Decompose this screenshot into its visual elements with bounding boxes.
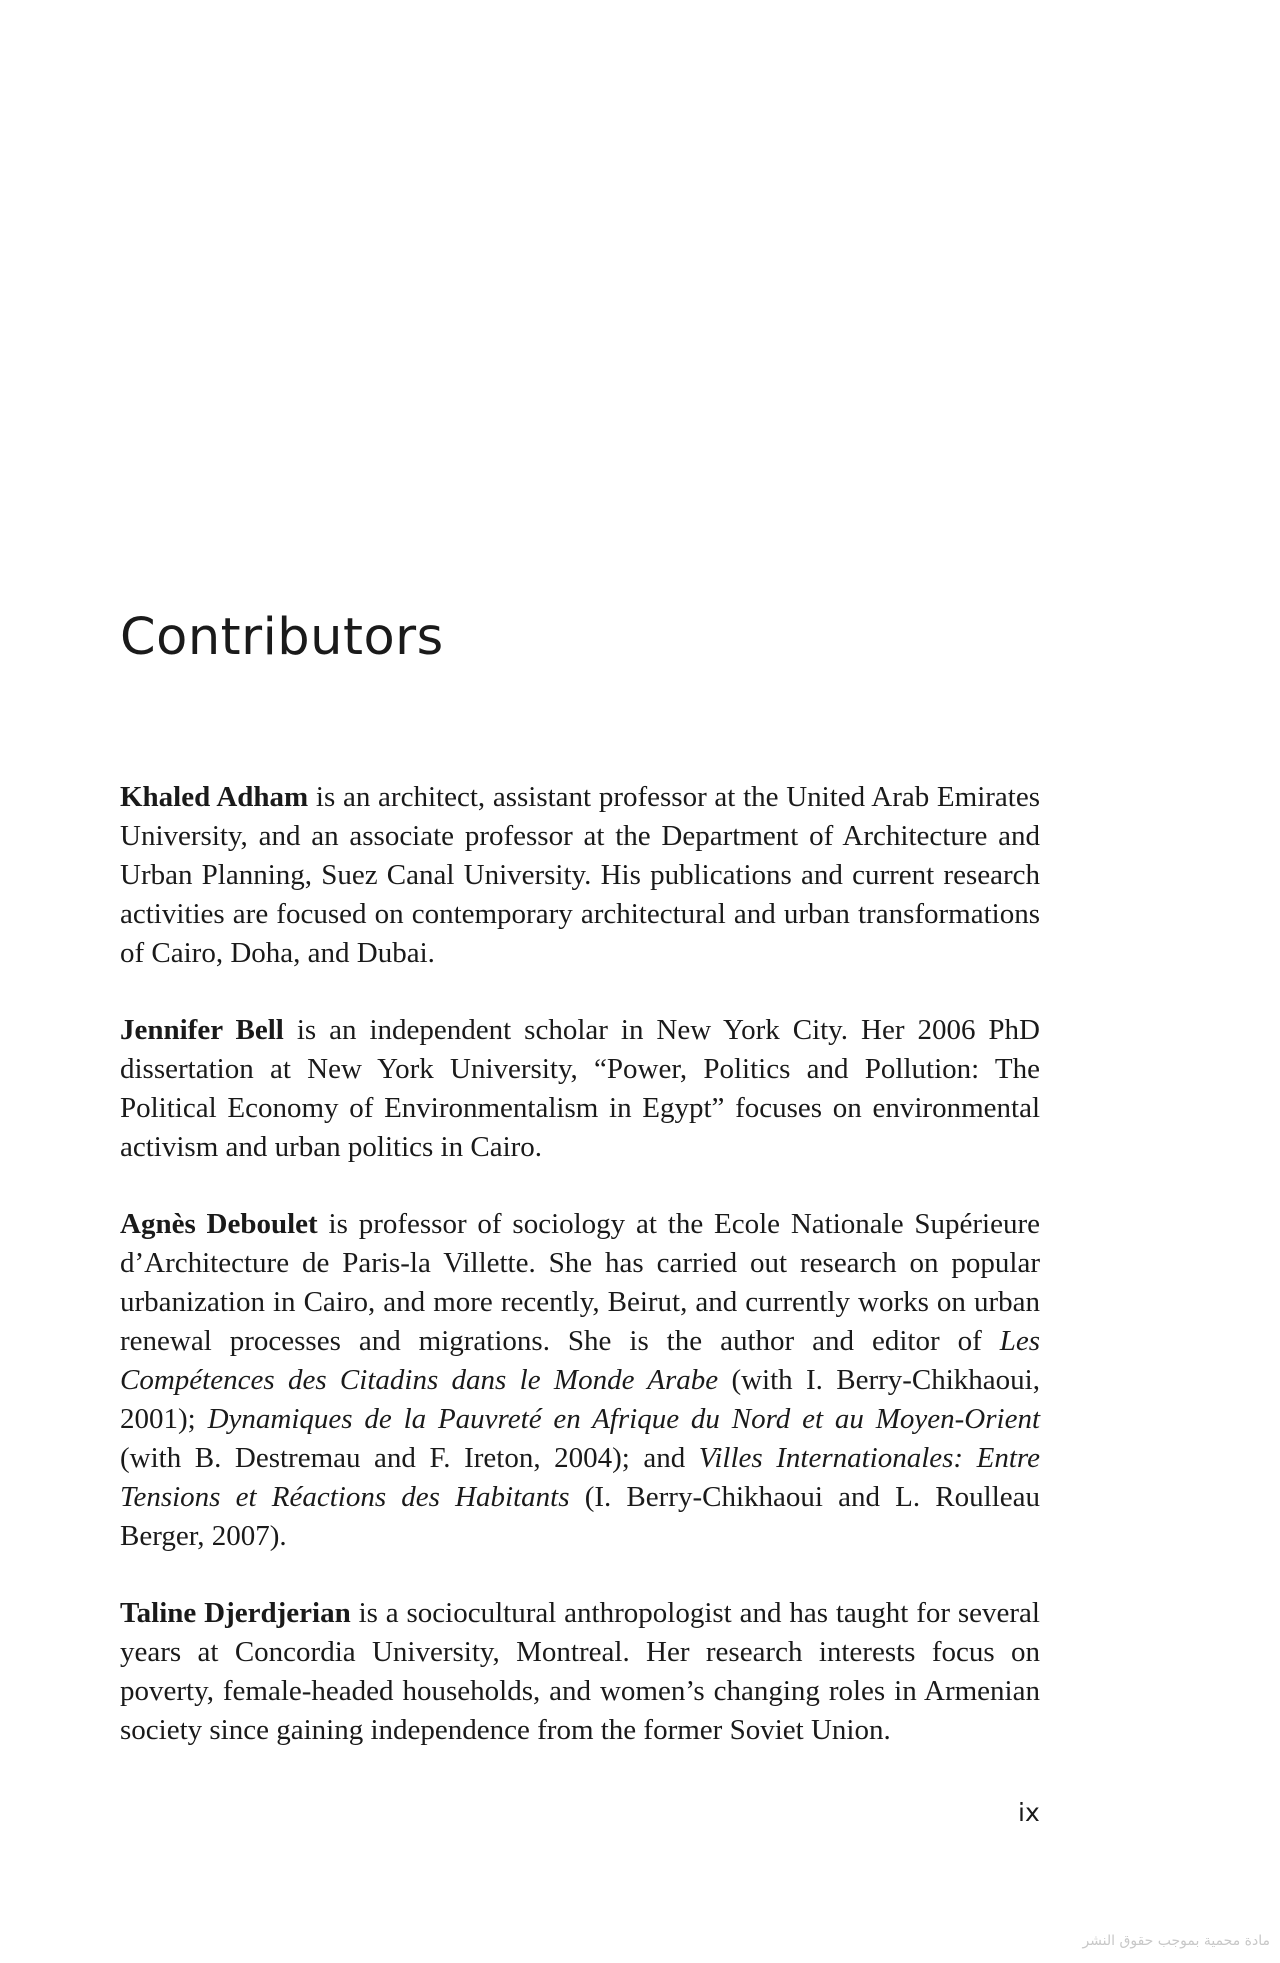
contributor-name: Jennifer Bell [120,1014,284,1046]
contributor-bio: is a sociocultural anthropologist and has taught for several years at Concordia University, Montreal. Her research interests focus on poverty, female-headed households, and women’s changing roles in Armenian society since gaining independence from the former Soviet Union. [120,1597,1040,1746]
book-title: Les Compétences des Citadins dans le Monde Arabe [120,1325,1040,1396]
book-title: Villes Internationales: Entre Tensions et Réactions des Habitants [120,1442,1040,1513]
copyright-watermark: مادة محمية بموجب حقوق النشر [1082,1933,1270,1949]
contributors-list [120,778,1040,1788]
contributor-entry [120,1205,1040,1556]
contributor-bio-part: (with I. Berry-Chikhaoui, 2001); [120,1364,1040,1435]
contributor-bio-part: is professor of sociology at the Ecole Nationale Supérieure d’Architecture de Paris-la Villette. She has carried out research on popular urbanization in Cairo, and more recently, Beirut, and currently works on urban renewal processes and migrations. She is the author and editor of [120,1208,1041,1357]
page-title: Contributors [120,608,444,667]
page-number: ix [1018,1798,1040,1827]
contributor-bio-part: (with B. Destremau and F. Ireton, 2004); and [120,1442,699,1474]
contributor-bio: is an independent scholar in New York City. Her 2006 PhD dissertation at New York University, “Power, Politics and Pollution: The Political Economy of Environmentalism in Egypt” focuses on environmental activism and urban politics in Cairo. [120,1014,1040,1163]
contributor-bio: is an architect, assistant professor at the United Arab Emirates University, and an associate professor at the Department of Architecture and Urban Planning, Suez Canal University. His publications and current research activities are focused on contemporary architectural and urban transformations of Cairo, Doha, and Dubai. [120,781,1041,969]
contributor-entry [120,1594,1040,1750]
contributor-entry [120,778,1040,973]
contributor-entry [120,1011,1040,1167]
contributor-name: Khaled Adham [120,781,309,813]
book-title: Dynamiques de la Pauvreté en Afrique du Nord et au Moyen-Orient [207,1403,1040,1435]
contributor-name: Taline Djerdjerian [120,1597,351,1629]
contributor-bio-part: (I. Berry-Chikhaoui and L. Roulleau Berger, 2007). [120,1481,1040,1552]
contributor-name: Agnès Deboulet [120,1208,318,1240]
